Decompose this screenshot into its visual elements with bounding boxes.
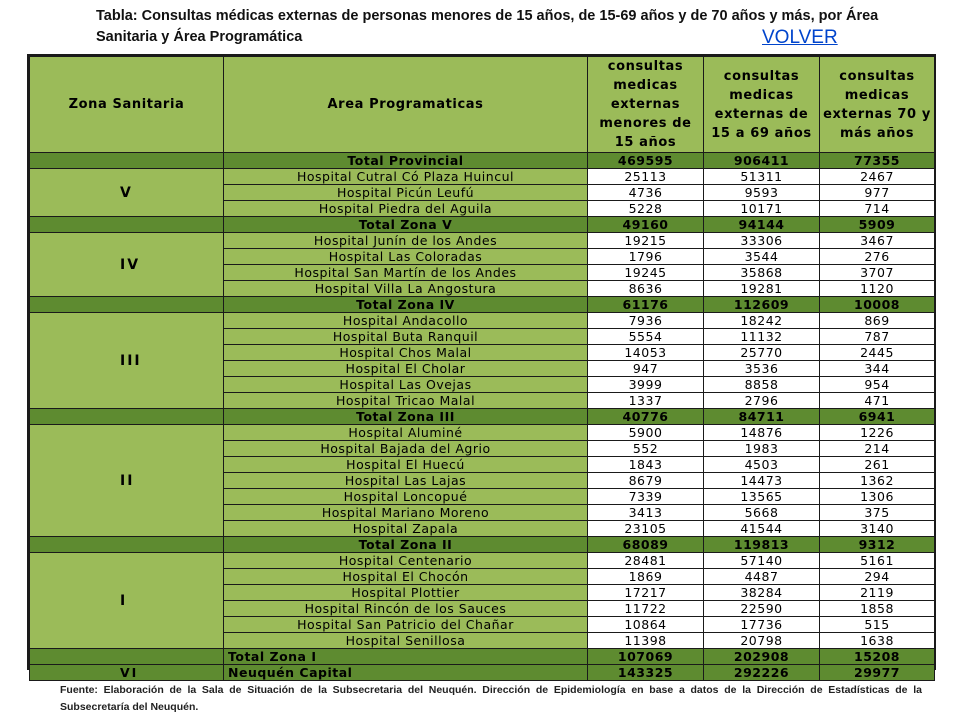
c15-69-cell: 35868 bbox=[704, 265, 820, 281]
menores-15-cell: 1337 bbox=[588, 393, 704, 409]
total-zona-menores-15: 61176 bbox=[588, 297, 704, 313]
menores-15-cell: 14053 bbox=[588, 345, 704, 361]
c15-69-cell: 33306 bbox=[704, 233, 820, 249]
c70-mas-cell: 1226 bbox=[820, 425, 935, 441]
header-15-69: consultas medicas externas de 15 a 69 años bbox=[704, 57, 820, 153]
c70-mas-cell: 344 bbox=[820, 361, 935, 377]
total-zona-70-mas: 15208 bbox=[820, 649, 935, 665]
area-programatica-cell: Hospital Bajada del Agrio bbox=[224, 441, 588, 457]
c15-69-cell: 4503 bbox=[704, 457, 820, 473]
c15-69-cell: 38284 bbox=[704, 585, 820, 601]
header-70-mas: consultas medicas externas 70 y más años bbox=[820, 57, 935, 153]
c70-mas-cell: 977 bbox=[820, 185, 935, 201]
total-zona-label: Total Zona III bbox=[224, 409, 588, 425]
total-zona-15-69: 202908 bbox=[704, 649, 820, 665]
menores-15-cell: 23105 bbox=[588, 521, 704, 537]
area-programatica-cell: Hospital Andacollo bbox=[224, 313, 588, 329]
table-row bbox=[30, 553, 935, 569]
area-programatica-cell: Hospital El Chocón bbox=[224, 569, 588, 585]
c70-mas-cell: 2467 bbox=[820, 169, 935, 185]
c70-mas-cell: 714 bbox=[820, 201, 935, 217]
capital-70-mas: 29977 bbox=[820, 665, 935, 681]
c15-69-cell: 13565 bbox=[704, 489, 820, 505]
c70-mas-cell: 375 bbox=[820, 505, 935, 521]
menores-15-cell: 947 bbox=[588, 361, 704, 377]
area-programatica-cell: Hospital Junín de los Andes bbox=[224, 233, 588, 249]
area-programatica-cell: Hospital Zapala bbox=[224, 521, 588, 537]
menores-15-cell: 7339 bbox=[588, 489, 704, 505]
table-row bbox=[30, 425, 935, 441]
menores-15-cell: 8679 bbox=[588, 473, 704, 489]
menores-15-cell: 17217 bbox=[588, 585, 704, 601]
c70-mas-cell: 515 bbox=[820, 617, 935, 633]
area-programatica-cell: Hospital Plottier bbox=[224, 585, 588, 601]
menores-15-cell: 11398 bbox=[588, 633, 704, 649]
c15-69-cell: 22590 bbox=[704, 601, 820, 617]
c15-69-cell: 57140 bbox=[704, 553, 820, 569]
c70-mas-cell: 3140 bbox=[820, 521, 935, 537]
c15-69-cell: 14876 bbox=[704, 425, 820, 441]
menores-15-cell: 5554 bbox=[588, 329, 704, 345]
table-row bbox=[30, 169, 935, 185]
total-zona-row bbox=[30, 537, 935, 553]
total-provincial-menores-15: 469595 bbox=[588, 153, 704, 169]
header-menores-15: consultas medicas externas menores de 15 años bbox=[588, 57, 704, 153]
total-zona-70-mas: 5909 bbox=[820, 217, 935, 233]
c15-69-cell: 20798 bbox=[704, 633, 820, 649]
c15-69-cell: 41544 bbox=[704, 521, 820, 537]
menores-15-cell: 8636 bbox=[588, 281, 704, 297]
area-programatica-cell: Hospital Cutral Có Plaza Huincul bbox=[224, 169, 588, 185]
volver-link[interactable]: VOLVER bbox=[762, 27, 838, 48]
c15-69-cell: 18242 bbox=[704, 313, 820, 329]
total-zona-15-69: 119813 bbox=[704, 537, 820, 553]
total-zona-row bbox=[30, 217, 935, 233]
c70-mas-cell: 276 bbox=[820, 249, 935, 265]
menores-15-cell: 552 bbox=[588, 441, 704, 457]
area-programatica-cell: Hospital San Martín de los Andes bbox=[224, 265, 588, 281]
total-zona-row bbox=[30, 649, 935, 665]
menores-15-cell: 3999 bbox=[588, 377, 704, 393]
capital-zone-cell: VI bbox=[30, 665, 224, 681]
table-title: Tabla: Consultas médicas externas de personas menores de 15 años, de 15-69 años y de 70 años y más, por Área Sanitaria y Área Programática bbox=[96, 8, 879, 45]
total-zona-row bbox=[30, 297, 935, 313]
c15-69-cell: 14473 bbox=[704, 473, 820, 489]
menores-15-cell: 7936 bbox=[588, 313, 704, 329]
total-zona-label: Total Zona V bbox=[224, 217, 588, 233]
menores-15-cell: 11722 bbox=[588, 601, 704, 617]
menores-15-cell: 4736 bbox=[588, 185, 704, 201]
menores-15-cell: 1843 bbox=[588, 457, 704, 473]
c15-69-cell: 4487 bbox=[704, 569, 820, 585]
c70-mas-cell: 1362 bbox=[820, 473, 935, 489]
area-programatica-cell: Hospital San Patricio del Chañar bbox=[224, 617, 588, 633]
menores-15-cell: 1796 bbox=[588, 249, 704, 265]
c15-69-cell: 1983 bbox=[704, 441, 820, 457]
c70-mas-cell: 294 bbox=[820, 569, 935, 585]
area-programatica-cell: Hospital Senillosa bbox=[224, 633, 588, 649]
total-zona-70-mas: 9312 bbox=[820, 537, 935, 553]
zona-sanitaria-cell: III bbox=[30, 313, 224, 409]
total-zona-menores-15: 107069 bbox=[588, 649, 704, 665]
area-programatica-cell: Hospital Picún Leufú bbox=[224, 185, 588, 201]
c15-69-cell: 2796 bbox=[704, 393, 820, 409]
menores-15-cell: 28481 bbox=[588, 553, 704, 569]
area-programatica-cell: Hospital Buta Ranquil bbox=[224, 329, 588, 345]
area-programatica-cell: Hospital Centenario bbox=[224, 553, 588, 569]
c70-mas-cell: 214 bbox=[820, 441, 935, 457]
c15-69-cell: 25770 bbox=[704, 345, 820, 361]
total-zona-zone-cell bbox=[30, 409, 224, 425]
capital-label: Neuquén Capital bbox=[224, 665, 588, 681]
zona-sanitaria-cell: I bbox=[30, 553, 224, 649]
neuquen-capital-row bbox=[30, 665, 935, 681]
total-provincial-label: Total Provincial bbox=[224, 153, 588, 169]
area-programatica-cell: Hospital Piedra del Aguila bbox=[224, 201, 588, 217]
total-zona-label: Total Zona II bbox=[224, 537, 588, 553]
total-zona-70-mas: 10008 bbox=[820, 297, 935, 313]
table-row bbox=[30, 313, 935, 329]
area-programatica-cell: Hospital Rincón de los Sauces bbox=[224, 601, 588, 617]
menores-15-cell: 10864 bbox=[588, 617, 704, 633]
table-row bbox=[30, 233, 935, 249]
header-area-programatica: Area Programaticas bbox=[224, 57, 588, 153]
c15-69-cell: 3544 bbox=[704, 249, 820, 265]
total-zona-15-69: 84711 bbox=[704, 409, 820, 425]
total-zona-menores-15: 49160 bbox=[588, 217, 704, 233]
c70-mas-cell: 261 bbox=[820, 457, 935, 473]
c70-mas-cell: 787 bbox=[820, 329, 935, 345]
c70-mas-cell: 869 bbox=[820, 313, 935, 329]
zona-sanitaria-cell: IV bbox=[30, 233, 224, 297]
total-provincial-15-69: 906411 bbox=[704, 153, 820, 169]
total-zona-menores-15: 40776 bbox=[588, 409, 704, 425]
total-zona-menores-15: 68089 bbox=[588, 537, 704, 553]
area-programatica-cell: Hospital Mariano Moreno bbox=[224, 505, 588, 521]
c70-mas-cell: 1638 bbox=[820, 633, 935, 649]
total-zona-zone-cell bbox=[30, 297, 224, 313]
c15-69-cell: 10171 bbox=[704, 201, 820, 217]
total-zona-zone-cell bbox=[30, 537, 224, 553]
total-provincial-row bbox=[30, 153, 935, 169]
area-programatica-cell: Hospital Loncopué bbox=[224, 489, 588, 505]
total-provincial-zone-cell bbox=[30, 153, 224, 169]
c70-mas-cell: 1120 bbox=[820, 281, 935, 297]
total-provincial-70-mas: 77355 bbox=[820, 153, 935, 169]
total-zona-zone-cell bbox=[30, 649, 224, 665]
c70-mas-cell: 1306 bbox=[820, 489, 935, 505]
area-programatica-cell: Hospital Aluminé bbox=[224, 425, 588, 441]
c70-mas-cell: 954 bbox=[820, 377, 935, 393]
c15-69-cell: 8858 bbox=[704, 377, 820, 393]
zona-sanitaria-cell: II bbox=[30, 425, 224, 537]
area-programatica-cell: Hospital Tricao Malal bbox=[224, 393, 588, 409]
c70-mas-cell: 471 bbox=[820, 393, 935, 409]
total-zona-zone-cell bbox=[30, 217, 224, 233]
capital-15-69: 292226 bbox=[704, 665, 820, 681]
c70-mas-cell: 2445 bbox=[820, 345, 935, 361]
capital-menores-15: 143325 bbox=[588, 665, 704, 681]
area-programatica-cell: Hospital El Cholar bbox=[224, 361, 588, 377]
total-zona-label: Total Zona IV bbox=[224, 297, 588, 313]
menores-15-cell: 5900 bbox=[588, 425, 704, 441]
total-zona-label: Total Zona I bbox=[224, 649, 588, 665]
menores-15-cell: 1869 bbox=[588, 569, 704, 585]
area-programatica-cell: Hospital Las Coloradas bbox=[224, 249, 588, 265]
zona-sanitaria-cell: V bbox=[30, 169, 224, 217]
total-zona-15-69: 94144 bbox=[704, 217, 820, 233]
area-programatica-cell: Hospital Las Ovejas bbox=[224, 377, 588, 393]
c70-mas-cell: 1858 bbox=[820, 601, 935, 617]
source-footnote: Fuente: Elaboración de la Sala de Situación de la Subsecretaria del Neuquén. Dirección de Epidemiología en base a datos de la Dirección de Estadísticas de la Subsecretaría del Neuquén. bbox=[60, 684, 922, 713]
c15-69-cell: 17736 bbox=[704, 617, 820, 633]
area-programatica-cell: Hospital Villa La Angostura bbox=[224, 281, 588, 297]
menores-15-cell: 19245 bbox=[588, 265, 704, 281]
data-table-container bbox=[27, 54, 936, 680]
menores-15-cell: 3413 bbox=[588, 505, 704, 521]
area-programatica-cell: Hospital Las Lajas bbox=[224, 473, 588, 489]
table-body bbox=[30, 153, 935, 681]
total-zona-15-69: 112609 bbox=[704, 297, 820, 313]
c15-69-cell: 19281 bbox=[704, 281, 820, 297]
area-programatica-cell: Hospital El Huecú bbox=[224, 457, 588, 473]
consultas-table bbox=[29, 56, 935, 681]
c70-mas-cell: 3707 bbox=[820, 265, 935, 281]
menores-15-cell: 19215 bbox=[588, 233, 704, 249]
c15-69-cell: 5668 bbox=[704, 505, 820, 521]
menores-15-cell: 5228 bbox=[588, 201, 704, 217]
c15-69-cell: 9593 bbox=[704, 185, 820, 201]
area-programatica-cell: Hospital Chos Malal bbox=[224, 345, 588, 361]
total-zona-70-mas: 6941 bbox=[820, 409, 935, 425]
c70-mas-cell: 5161 bbox=[820, 553, 935, 569]
c15-69-cell: 11132 bbox=[704, 329, 820, 345]
total-zona-row bbox=[30, 409, 935, 425]
c70-mas-cell: 2119 bbox=[820, 585, 935, 601]
c15-69-cell: 51311 bbox=[704, 169, 820, 185]
header-zona-sanitaria: Zona Sanitaria bbox=[30, 57, 224, 153]
c70-mas-cell: 3467 bbox=[820, 233, 935, 249]
menores-15-cell: 25113 bbox=[588, 169, 704, 185]
c15-69-cell: 3536 bbox=[704, 361, 820, 377]
